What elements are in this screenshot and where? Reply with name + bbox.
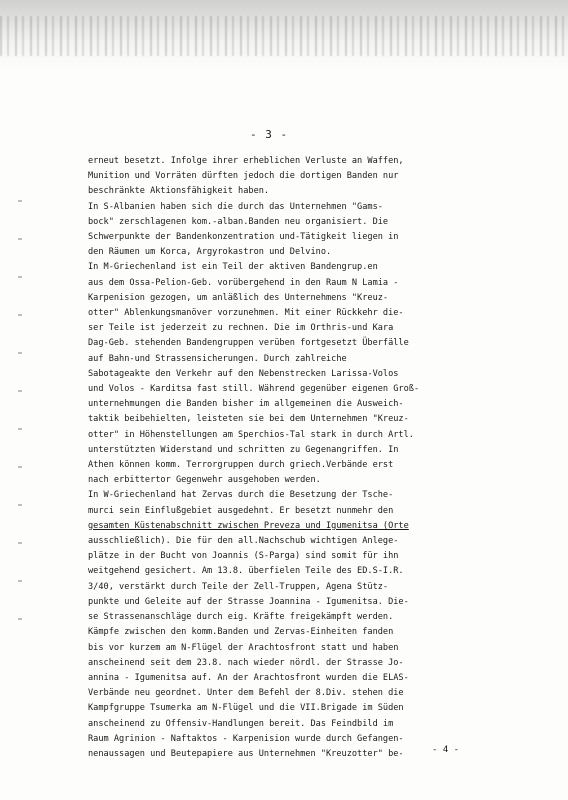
text-line: erneut besetzt. Infolge ihrer erheblichen Verluste an Waffen, <box>88 156 404 166</box>
text-line: Dag-Geb. stehenden Bandengruppen verüben fortgesetzt Überfälle <box>88 338 409 349</box>
text-line: weitgehend gesichert. Am 13.8. überfielen Teile des ED.S-I.R. <box>88 566 404 577</box>
text-line: Munition und Vorräten dürften jedoch die dortigen Banden nur <box>88 171 399 182</box>
text-line: se Strassenanschläge durch eig. Kräfte freigekämpft werden. <box>88 612 394 623</box>
text-line: unternehmungen die Banden bisher im allgemeinen die Ausweich- <box>88 399 404 410</box>
text-line: Sabotageakte den Verkehr auf den Nebenstrecken Larissa-Volos <box>88 368 399 379</box>
text-line: nach erbittertor Gegenwehr ausgehoben werden. <box>88 475 321 486</box>
text-line: annina - Igumenitsa auf. An der Arachtosfront wurden die ELAS- <box>88 672 409 683</box>
text-line: anscheinend seit dem 23.8. nach wieder nördl. der Strasse Jo- <box>88 657 404 668</box>
next-page-marker: - 4 - <box>432 745 460 755</box>
page-number: - 3 - <box>250 128 289 141</box>
text-line: ausschließlich). Die für den all.Nachschub wichtigen Anlege- <box>88 536 399 547</box>
text-line: Verbände neu geordnet. Unter dem Befehl der 8.Div. stehen die <box>88 688 404 699</box>
text-line-underlined: gesamten Küstenabschnitt zwischen Preveza und Igumenitsa (Orte <box>88 520 409 531</box>
text-line: 3/40, verstärkt durch Teile der Zell-Truppen, Agena Stütz- <box>88 581 389 592</box>
text-line: bis vor kurzem am N-Flügel der Arachtosfront statt und haben <box>88 642 399 653</box>
scan-noise-band <box>0 16 568 56</box>
body-text <box>88 154 530 762</box>
text-line: otter" in Höhenstellungen am Sperchios-Tal stark in durch Artl. <box>88 429 414 440</box>
binding-marks <box>18 200 22 620</box>
text-line: Raum Agrinion - Naftaktos - Karpenision wurde durch Gefangen- <box>88 733 404 744</box>
text-line: plätze in der Bucht von Joannis (S-Parga) sind somit für ihn <box>88 551 399 562</box>
text-line: taktik beibehielten, leisteten sie bei dem Unternehmen "Kreuz- <box>88 414 409 425</box>
text-line: aus dem Ossa-Pelion-Geb. vorübergehend in den Raum N Lamia - <box>88 277 399 288</box>
text-line: Schwerpunkte der Bandenkonzentration und-Tätigkeit liegen in <box>88 232 399 243</box>
text-line: auf Bahn-und Strassensicherungen. Durch zahlreiche <box>88 353 347 364</box>
text-line: otter" Ablenkungsmanöver vorzunehmen. Mit einer Rückkehr die- <box>88 308 404 319</box>
text-line: Kampfgruppe Tsumerka am N-Flügel und die VII.Brigade im Süden <box>88 703 404 714</box>
text-line: Athen können komm. Terrorgruppen durch griech.Verbände erst <box>88 460 394 471</box>
text-line: murci sein Einflußgebiet ausgedehnt. Er besetzt nunmehr den <box>88 505 394 516</box>
text-line: In M-Griechenland ist ein Teil der aktiven Bandengrup.en <box>88 262 378 273</box>
text-line: und Volos - Karditsa fast still. Während gegenüber eigenen Groß- <box>88 384 420 395</box>
text-line: anscheinend zu Offensiv-Handlungen bereit. Das Feindbild im <box>88 718 394 729</box>
text-line: ser Teile ist jederzeit zu rechnen. Die im Orthris-und Kara <box>88 323 394 334</box>
text-line: den Räumen um Korca, Argyrokastron und Delvino. <box>88 247 332 258</box>
text-line: unterstützten Widerstand und schritten zu Gegenangriffen. In <box>88 444 399 455</box>
text-line: In S-Albanien haben sich die durch das Unternehmen "Gams- <box>88 201 383 212</box>
text-line: beschränkte Aktionsfähigkeit haben. <box>88 186 270 197</box>
text-line: Kämpfe zwischen den komm.Banden und Zervas-Einheiten fanden <box>88 627 394 638</box>
text-line: In W-Griechenland hat Zervas durch die Besetzung der Tsche- <box>88 490 394 501</box>
text-line: punkte und Geleite auf der Strasse Joannina - Igumenitsa. Die- <box>88 596 409 607</box>
text-line: nenaussagen und Beutepapiere aus Unternehmen "Kreuzotter" be- <box>88 748 404 759</box>
text-line: bock" zerschlagenen kom.-alban.Banden neu organisiert. Die <box>88 216 389 227</box>
text-line: Karpenision gezogen, um anläßlich des Unternehmens "Kreuz- <box>88 292 389 303</box>
